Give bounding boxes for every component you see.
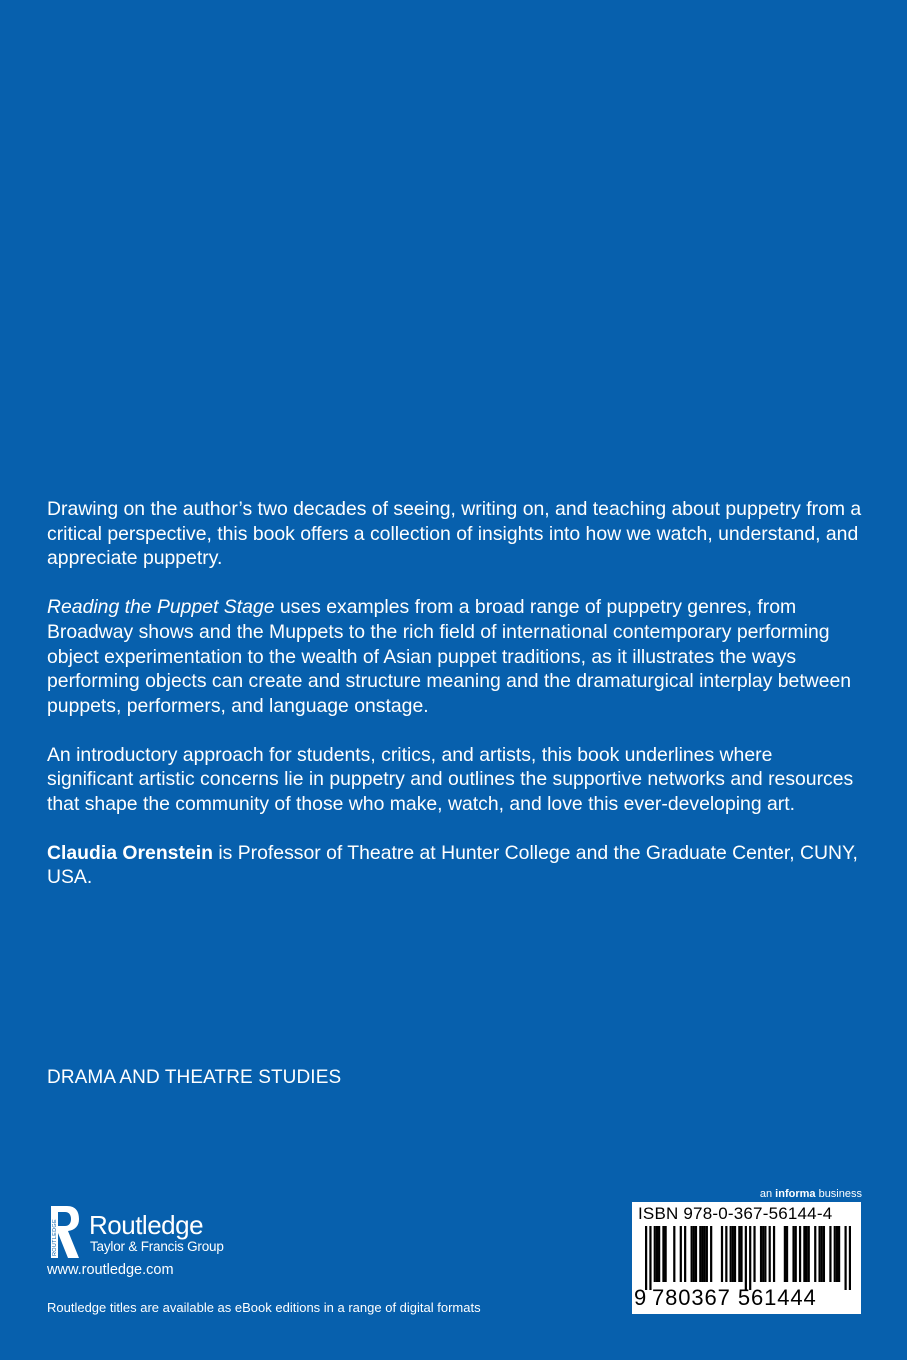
isbn-label: ISBN 978-0-367-56144-4 (638, 1204, 833, 1223)
barcode-bar (838, 1226, 840, 1282)
author-name: Claudia Orenstein (47, 841, 213, 864)
barcode-bar (792, 1226, 794, 1282)
barcode-bar (738, 1226, 740, 1282)
barcode-bar (721, 1226, 723, 1282)
barcode-bar (844, 1226, 846, 1290)
barcode-bar (684, 1226, 686, 1282)
barcode-bar (665, 1226, 667, 1282)
barcode-bar (701, 1226, 703, 1282)
blurb-paragraph-2 (47, 595, 862, 719)
barcode-bar (710, 1226, 712, 1282)
publisher-name: Routledge (89, 1210, 204, 1240)
barcode-bar (699, 1226, 701, 1282)
blurb-paragraph-1: Drawing on the author’s two decades of seeing, writing on, and teaching about puppetry from a critical perspective, this book offers a collection of insights into how we watch, understand, and appreciate puppetry. (47, 498, 862, 570)
barcode-bar (732, 1226, 734, 1282)
barcode-bar (836, 1226, 838, 1282)
blurb-paragraph-3: An introductory approach for students, critics, and artists, this book underlines where significant artistic concerns lie in puppetry and outlines the supportive networks and resources that shape the community of those who make, watch, and love this ever-developing art. (47, 743, 854, 816)
barcode-bar (691, 1226, 693, 1282)
barcode-bar (654, 1226, 656, 1282)
isbn-barcode (632, 1202, 861, 1314)
barcode-bar (769, 1226, 771, 1282)
barcode-bar (829, 1226, 831, 1282)
barcode-bar (773, 1226, 775, 1282)
barcode-bar (734, 1226, 736, 1282)
book-title: Reading the Puppet Stage (47, 596, 275, 619)
barcode-bar (695, 1226, 697, 1282)
barcode-bars (645, 1226, 851, 1290)
author-bio-text: is Professor of Theatre at Hunter College and the Graduate Center, CUNY, USA. (47, 841, 858, 889)
ebook-note: Routledge titles are available as eBook editions in a range of digital formats (47, 1300, 481, 1315)
barcode-bar (704, 1226, 706, 1282)
barcode-bar (725, 1226, 727, 1282)
barcode-bar (645, 1226, 647, 1290)
barcode-bar (680, 1226, 682, 1282)
back-cover-blurb (47, 497, 862, 914)
barcode-bar (814, 1226, 816, 1282)
barcode-bar (745, 1226, 747, 1290)
barcode-bar (818, 1226, 820, 1282)
publisher-group: Taylor & Francis Group (90, 1239, 224, 1254)
barcode-bar (760, 1226, 762, 1282)
barcode-bar (749, 1226, 751, 1290)
publisher-website: www.routledge.com (47, 1262, 174, 1278)
barcode-bar (656, 1226, 658, 1282)
blurb-paragraph-2-text: uses examples from a broad range of puppetry genres, from Broadway shows and the Muppets to the rich field of international contemporary performing object experimentation to the wealth of Asian puppet traditions, as it illustrates the ways performing objects can create and structure meaning and the dramaturgical interplay between puppets, performers, and language onstage. (47, 596, 852, 717)
barcode-bar (803, 1226, 805, 1282)
barcode-bar (753, 1226, 755, 1282)
informa-brand: informa (775, 1188, 816, 1200)
barcode-bar (762, 1226, 764, 1282)
barcode-bar (823, 1226, 825, 1282)
informa-business-line: an informa business (759, 1188, 862, 1200)
barcode-bar (784, 1226, 786, 1282)
barcode-bar (740, 1226, 742, 1282)
barcode-bar (786, 1226, 788, 1282)
author-bio (47, 841, 862, 890)
routledge-logo (47, 1206, 287, 1260)
barcode-bar (795, 1226, 797, 1282)
barcode-bar (662, 1226, 664, 1282)
barcode-bar (834, 1226, 836, 1282)
barcode-bar (658, 1226, 660, 1282)
barcode-bar (693, 1226, 695, 1282)
barcode-bar (808, 1226, 810, 1282)
routledge-logo-mark-text: ROUTLEDGE (52, 1219, 58, 1256)
subject-category: DRAMA AND THEATRE STUDIES (47, 1067, 342, 1088)
barcode-bar (764, 1226, 766, 1282)
routledge-logo-icon (47, 1206, 79, 1258)
barcode-digit-string: 780367 561444 (652, 1285, 817, 1310)
barcode-bar (673, 1226, 675, 1282)
barcode-bar (649, 1226, 651, 1290)
barcode-bar (730, 1226, 732, 1282)
barcode-bar (805, 1226, 807, 1282)
barcode-bar (849, 1226, 851, 1290)
barcode-bar (706, 1226, 708, 1282)
barcode-bar (799, 1226, 801, 1282)
barcode-bar (821, 1226, 823, 1282)
barcode-first-digit: 9 (634, 1285, 648, 1310)
